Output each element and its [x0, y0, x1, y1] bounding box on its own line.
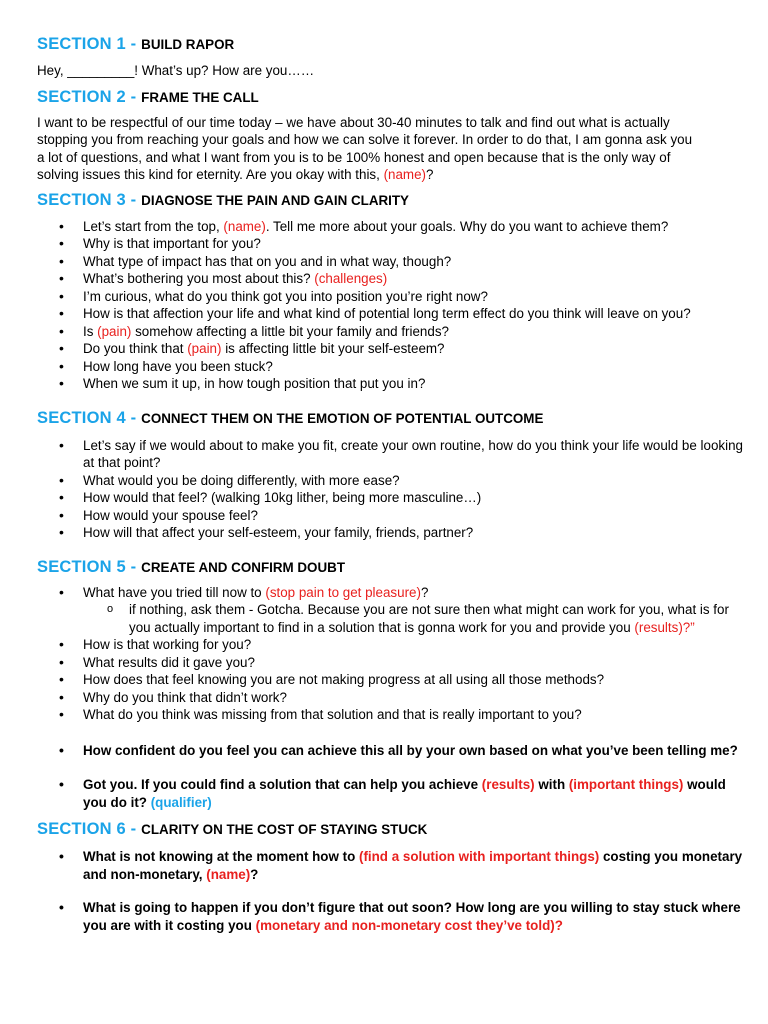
bold-list-item: • How confident do you feel you can achieve this all by your own based on what you’ve been telling me?: [37, 742, 743, 760]
section-title: DIAGNOSE THE PAIN AND GAIN CLARITY: [141, 192, 409, 208]
section-6-heading: [37, 818, 737, 840]
placeholder-cost: (monetary and non-monetary cost they’ve told)?: [255, 917, 563, 933]
list-item: • How would your spouse feel?: [37, 507, 737, 525]
list-item: • When we sum it up, in how tough position that put you in?: [37, 375, 737, 393]
placeholder-name: (name): [223, 218, 266, 234]
placeholder-name: (name): [383, 167, 426, 182]
section-number: SECTION 2 -: [37, 87, 142, 106]
list-item: • What type of impact has that on you and in what way, though?: [37, 253, 737, 271]
section-number: SECTION 5 -: [37, 557, 142, 576]
section-6-bold-list-2: [37, 899, 741, 934]
placeholder-results: (results): [481, 777, 535, 792]
list-item: • Is (pain) somehow affecting a little bit your family and friends?: [37, 323, 737, 341]
placeholder-pain: (pain): [187, 341, 222, 356]
placeholder-stop-pain: (stop pain to get pleasure): [265, 584, 421, 600]
list-item: • How will that affect your self-esteem, your family, friends, partner?: [37, 524, 737, 542]
section-number: SECTION 6 -: [37, 820, 142, 838]
section-number: SECTION 4 -: [37, 408, 142, 427]
section-2-heading: [37, 86, 737, 108]
bold-list-item: • What is going to happen if you don’t figure that out soon? How long are you willing to stay stuck where you are with it costing you (monetary and non-monetary cost they’ve told)?: [37, 899, 743, 934]
section-2-paragraph: [37, 114, 697, 184]
section-title: BUILD RAPOR: [141, 37, 235, 52]
section-4-list: [37, 437, 743, 542]
list-item: • Let’s start from the top, (name). Tell me more about your goals. Why do you want to achieve them?: [37, 218, 737, 236]
document-page: [37, 33, 743, 934]
section-6-bold-list: [37, 848, 743, 883]
bold-list-item: • What is not knowing at the moment how to (find a solution with important things) costing you monetary and non-monetary, (name)?: [37, 848, 743, 883]
section-1-heading: [37, 33, 737, 55]
paragraph-end: ?: [426, 167, 434, 182]
placeholder-pain: (pain): [97, 323, 132, 339]
section-5-heading: [37, 556, 737, 578]
section-3-list: [37, 218, 737, 393]
sub-list-item: o if nothing, ask them - Gotcha. Because you are not sure then what might can work for you, what is for you actually important to find in a solution that is gonna work for you and provide you (results)?”: [37, 601, 737, 636]
bold-list-item: • Got you. If you could find a solution that can help you achieve (results) with (important things) would you do it? (qualifier): [37, 776, 743, 811]
section-4-heading: [37, 407, 737, 429]
list-item: • How long have you been stuck?: [37, 358, 737, 376]
list-item: • How would that feel? (walking 10kg lither, being more masculine…): [37, 489, 737, 507]
list-item: • What have you tried till now to (stop pain to get pleasure)?: [37, 584, 737, 602]
list-item: • Why is that important for you?: [37, 235, 737, 253]
section-5-bold-list: [37, 742, 737, 760]
section-title: CONNECT THEM ON THE EMOTION OF POTENTIAL OUTCOME: [141, 410, 544, 426]
list-item: • Let’s say if we would about to make you fit, create your own routine, how do you think your life would be looking at that point?: [37, 437, 743, 472]
list-item: • How does that feel knowing you are not making progress at all using all those methods?: [37, 671, 737, 689]
placeholder-important-things: (important things): [568, 777, 684, 792]
section-title: FRAME THE CALL: [141, 89, 259, 105]
list-item: • Why do you think that didn’t work?: [37, 689, 737, 707]
list-item: • I’m curious, what do you think got you into position you’re right now?: [37, 288, 737, 306]
placeholder-name: (name): [206, 866, 251, 882]
list-item: • Do you think that (pain) is affecting little bit your self-esteem?: [37, 340, 737, 358]
section-title: CREATE AND CONFIRM DOUBT: [141, 559, 345, 575]
placeholder-challenges: (challenges): [314, 271, 388, 286]
section-5-list: [37, 584, 737, 724]
section-3-heading: [37, 189, 737, 211]
placeholder-qualifier: (qualifier): [150, 794, 212, 810]
placeholder-results: (results)?”: [634, 619, 695, 635]
section-number: SECTION 1 -: [37, 35, 142, 53]
list-item: • What do you think was missing from that solution and that is really important to you?: [37, 706, 737, 724]
list-item: • How is that working for you?: [37, 636, 737, 654]
section-title: CLARITY ON THE COST OF STAYING STUCK: [141, 822, 428, 837]
list-item: • What results did it gave you?: [37, 654, 737, 672]
section-number: SECTION 3 -: [37, 190, 142, 209]
section-1-text: Hey, _________! What’s up? How are you……: [37, 63, 315, 78]
list-item: • How is that affection your life and what kind of potential long term effect do you think will leave on you?: [37, 305, 737, 323]
section-5-bold-list-2: [37, 776, 737, 811]
placeholder-find-solution: (find a solution with important things): [358, 849, 600, 864]
list-item: • What’s bothering you most about this? (challenges): [37, 270, 737, 288]
list-item: • What would you be doing differently, with more ease?: [37, 472, 737, 490]
paragraph-text: I want to be respectful of our time today – we have about 30-40 minutes to talk and find out what is actually stopping you from reaching your goals and how we can solve it forever. In order to do that, I am gonna ask you a lot of questions, and what I want from you is to be 100% honest and open because that is the only way of solving issues this kind for eternity. Are you okay with this,: [37, 114, 693, 182]
